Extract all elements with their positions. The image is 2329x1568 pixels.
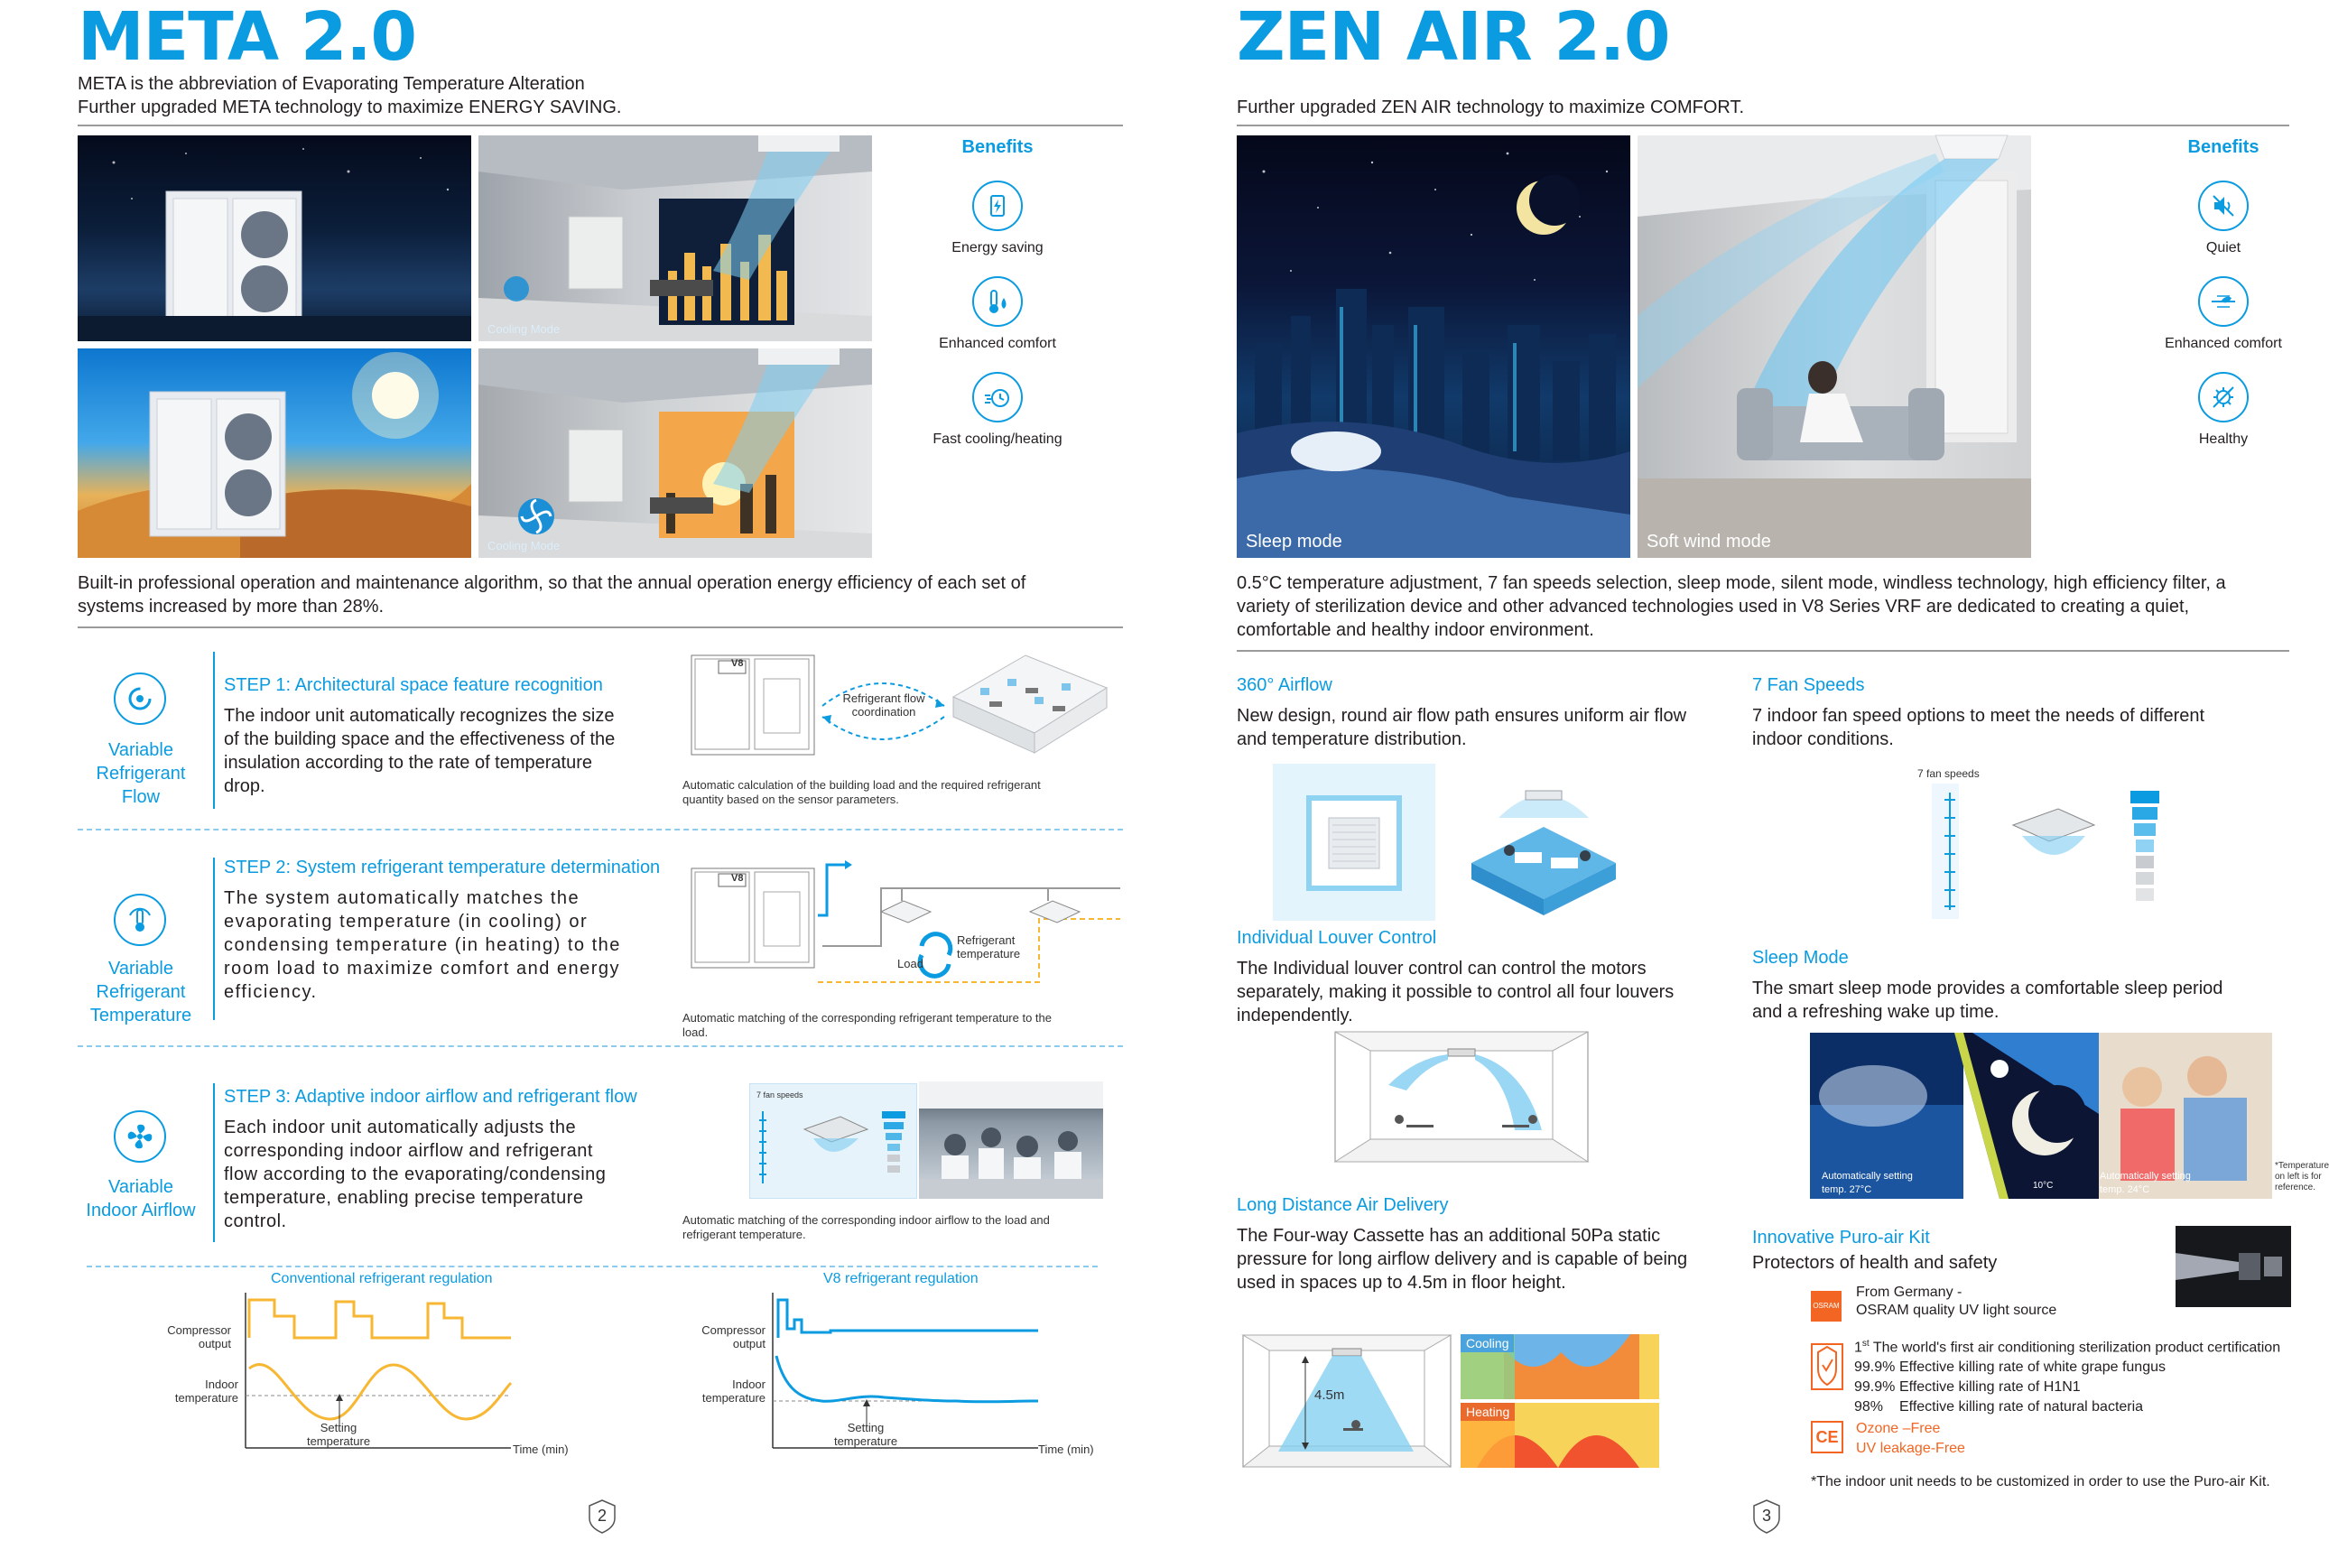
puro-footnote: *The indoor unit needs to be customized in order to use the Puro-air Kit. [1811, 1474, 2270, 1489]
outdoor-unit-illustration [78, 135, 471, 341]
step1-body [224, 704, 615, 798]
text-line: UV leakage-Free [1856, 1441, 1965, 1456]
step2-note [682, 1011, 1052, 1040]
text-line: and a refreshing wake up time. [1752, 1002, 2000, 1022]
step1-title: STEP 1: Architectural space feature recognition [224, 675, 603, 695]
v8-graph-title: V8 refrigerant regulation [823, 1271, 979, 1286]
benefit-label: Energy saving [951, 240, 1044, 255]
office-photo [919, 1081, 1103, 1199]
step3-title: STEP 3: Adaptive indoor airflow and refrigerant flow [224, 1087, 637, 1107]
page-meta [0, 0, 1155, 1568]
text-line: load. [682, 1025, 709, 1039]
v8-graph [767, 1293, 1047, 1464]
text-line: Compressor [167, 1323, 231, 1337]
photo-caption: Cooling Mode [487, 539, 561, 552]
kill-rate-pct: 99.9% [1854, 1379, 1896, 1396]
benefit-fast-cooling-heating [907, 372, 1088, 448]
unit-badge: V8 [731, 658, 744, 669]
load-label: Load [897, 957, 923, 970]
ce-mark-icon: CE [1811, 1421, 1843, 1453]
benefit-quiet [2133, 181, 2314, 256]
sleep-label-right [2100, 1170, 2191, 1197]
divider [1237, 125, 2289, 126]
intertek-cert-icon [1811, 1343, 1843, 1390]
step-divider [213, 858, 215, 1020]
text-line: indoor conditions. [1752, 729, 1894, 749]
text-line: The smart sleep mode provides a comfortable sleep period [1752, 979, 2223, 998]
puro-subtitle: Protectors of health and safety [1752, 1253, 1998, 1273]
kill-rate-text: Effective killing rate of H1N1 [1899, 1379, 2081, 1396]
cert-text: The world's first air conditioning sterilization product certification [1872, 1340, 2281, 1356]
text-line: output [732, 1337, 766, 1350]
fast-timer-icon [972, 372, 1023, 422]
sleep-label-mid: 10°C [2033, 1181, 2054, 1191]
dashed-divider [78, 1045, 1123, 1047]
text-line: Automatic calculation of the building load and the required refrigerant [682, 778, 1041, 792]
feature-sleep-title: Sleep Mode [1752, 948, 1849, 968]
intro-line: Further upgraded META technology to maximize ENERGY SAVING. [78, 97, 622, 117]
divider [78, 626, 1123, 628]
side-label-line: Variable [108, 1177, 173, 1197]
text-line: refrigerant temperature. [682, 1228, 806, 1241]
side-label-line: Refrigerant [96, 982, 186, 1002]
sleep-label-left [1822, 1170, 1913, 1197]
refrigerant-flow-icon [114, 673, 166, 725]
side-label-line: Temperature [89, 1006, 192, 1025]
text-line: temperature [306, 1434, 371, 1448]
step1-diagram-label [834, 691, 933, 719]
fan-speeds-diagram [1932, 784, 2167, 919]
louver-diagram [1334, 1031, 1589, 1163]
soft-wind-mode-photo [1638, 135, 2031, 558]
text-line: Ozone –Free [1856, 1421, 1941, 1436]
text-line: temp. 27°C [1822, 1184, 1872, 1195]
benefit-label: Enhanced comfort [939, 336, 1056, 351]
text-line: coordination [851, 705, 916, 719]
text-line: variety of sterilization device and other advanced technologies used in V8 Series VRF are dedicated to creating a quiet, [1237, 597, 2190, 617]
x-label-time: Time (min) [1038, 1443, 1094, 1456]
text-line: temperature, enabling precise temperature [224, 1188, 584, 1208]
long-distance-diagram [1242, 1334, 1666, 1470]
text-line: New design, round air flow path ensures uniform air flow [1237, 706, 1687, 726]
ozone-free-text [1856, 1419, 1965, 1459]
benefits-title: Benefits [961, 137, 1034, 157]
osram-text [1856, 1284, 2056, 1320]
page-title: ZEN AIR 2.0 [1237, 0, 1670, 76]
text-line: Automatically setting [2100, 1171, 2191, 1182]
side-label-step3 [69, 1175, 213, 1222]
text-line: of the building space and the effectiveness of the [224, 729, 616, 749]
text-line: Built-in professional operation and maintenance algorithm, so that the annual operation energy efficiency of each set of [78, 573, 1026, 593]
feature-360-airflow-title: 360° Airflow [1237, 675, 1332, 695]
kill-rate-row [1854, 1358, 2280, 1378]
mute-speaker-icon [2198, 181, 2249, 231]
photo-caption: Sleep mode [1246, 532, 1342, 552]
text-line: Compressor [701, 1323, 766, 1337]
side-label-line: Variable [108, 740, 173, 760]
setting-temp-label [825, 1421, 906, 1448]
kill-rate-text: Effective killing rate of natural bacteria [1899, 1399, 2144, 1415]
kill-rate-pct: 98% [1854, 1399, 1884, 1415]
cert-number: 1 [1854, 1340, 1862, 1356]
step2-diagram [691, 865, 1125, 991]
algorithm-text [78, 571, 1025, 618]
step-divider [213, 1083, 215, 1242]
conventional-graph [240, 1293, 529, 1464]
refrigerant-temperature-icon [114, 894, 166, 946]
photo-caption: Soft wind mode [1647, 532, 1771, 552]
text-line: flow according to the evaporating/condensing [224, 1164, 607, 1184]
height-label: 4.5m [1314, 1387, 1345, 1403]
text-line: OSRAM quality UV light source [1856, 1303, 2057, 1318]
photo-caption: Cooling Mode [487, 322, 561, 336]
energy-saving-icon [972, 181, 1023, 231]
feature-long-distance-title: Long Distance Air Delivery [1237, 1195, 1449, 1215]
feature-long-distance-body [1237, 1224, 1687, 1294]
text-line: Refrigerant flow [842, 691, 925, 705]
text-line: Automatic matching of the corresponding indoor airflow to the load and [682, 1213, 1050, 1227]
feature-puro-air-title: Innovative Puro-air Kit [1752, 1228, 1930, 1248]
text-line: systems increased by more than 28%. [78, 597, 385, 617]
sleep-mode-illustration [1237, 135, 1630, 558]
kill-rate-text: Effective killing rate of white grape fungus [1899, 1359, 2166, 1376]
outdoor-unit-night-photo [78, 135, 471, 341]
text-line: used in spaces up to 4.5m in floor height. [1237, 1273, 1566, 1293]
text-line: The indoor unit automatically recognizes the size [224, 706, 615, 726]
cert-line [1854, 1334, 2280, 1358]
text-line: output [198, 1337, 231, 1350]
text-line: Setting [847, 1421, 885, 1434]
benefit-enhanced-comfort [907, 276, 1088, 352]
step2-title: STEP 2: System refrigerant temperature determination [224, 858, 661, 877]
leaf-airflow-icon [2198, 276, 2249, 327]
text-line: temperature [833, 1434, 898, 1448]
text-line: on left is for [2275, 1172, 2322, 1182]
page-zen-air [1155, 0, 2329, 1568]
360-airflow-diagram [1273, 764, 1625, 921]
side-label-line: Variable [108, 959, 173, 979]
room-illustration [478, 135, 872, 341]
side-label-step1 [69, 738, 213, 809]
text-line: temp. 24°C [2100, 1184, 2150, 1195]
office-illustration [919, 1081, 1103, 1199]
text-line: Setting [320, 1421, 357, 1434]
side-label-line: Flow [121, 787, 161, 807]
summary-text [1237, 571, 2226, 642]
intro-line: META is the abbreviation of Evaporating Temperature Alteration [78, 74, 585, 94]
feature-fan-speeds-body [1752, 704, 2204, 751]
text-line: Automatic matching of the corresponding refrigerant temperature to the [682, 1011, 1052, 1025]
text-line: efficiency. [224, 982, 318, 1002]
y-label-compressor [159, 1323, 231, 1350]
sleep-mode-photo [1237, 135, 1630, 558]
feature-fan-speeds-title: 7 Fan Speeds [1752, 675, 1865, 695]
text-line: The Four-way Cassette has an additional 50Pa static [1237, 1226, 1661, 1246]
step3-note [682, 1213, 1050, 1242]
text-line: temperature [957, 947, 1021, 960]
osram-badge: OSRAM [1811, 1291, 1842, 1322]
side-label-line: Indoor Airflow [86, 1201, 196, 1220]
soft-wind-illustration [1638, 135, 2031, 558]
benefit-label: Healthy [2198, 431, 2249, 447]
y-label-temperature [159, 1378, 238, 1405]
side-label-line: Refrigerant [96, 764, 186, 784]
step3-body [224, 1116, 606, 1233]
step-divider [213, 652, 215, 809]
text-line: quantity based on the sensor parameters. [682, 793, 899, 806]
text-line: pressure for long airflow delivery and is capable of being [1237, 1249, 1688, 1269]
benefit-label: Enhanced comfort [2165, 336, 2282, 351]
text-line: reference. [2275, 1183, 2316, 1192]
benefit-label: Fast cooling/heating [933, 431, 1062, 447]
x-label-time: Time (min) [513, 1443, 569, 1456]
text-line: 0.5°C temperature adjustment, 7 fan speeds selection, sleep mode, silent mode, windless technology, high efficiency filter, a [1237, 573, 2226, 593]
fan-icon [114, 1110, 166, 1163]
text-line: *Temperature [2275, 1161, 2329, 1171]
intro-text [78, 72, 621, 119]
text-line: Indoor [732, 1378, 766, 1391]
no-virus-icon [2198, 372, 2249, 422]
benefit-healthy [2133, 372, 2314, 448]
text-line: From Germany - [1856, 1285, 1962, 1300]
dashed-divider [78, 829, 1123, 830]
puro-air-kit-photo [2176, 1226, 2291, 1307]
text-line: The system automatically matches the [224, 888, 580, 908]
text-line: comfortable and healthy indoor environment. [1237, 620, 1594, 640]
dashed-divider [87, 1266, 1098, 1267]
text-line: evaporating temperature (in cooling) or [224, 912, 589, 932]
page-number: 3 [1761, 1507, 1771, 1525]
conventional-graph-title: Conventional refrigerant regulation [271, 1271, 493, 1286]
heating-badge: Heating [1461, 1403, 1515, 1421]
kill-rate-row [1854, 1378, 2280, 1397]
text-line: separately, making it possible to control all four louvers [1237, 982, 1675, 1002]
text-line: Refrigerant [957, 933, 1016, 947]
divider [1237, 650, 2289, 652]
benefit-energy-saving [907, 181, 1088, 256]
fan-speed-label: 7 fan speeds [756, 1090, 803, 1099]
kill-rate-pct: 99.9% [1854, 1359, 1896, 1376]
text-line: insulation according to the rate of temperature [224, 753, 593, 773]
step2-diagram-label [957, 933, 1020, 960]
text-line: drop. [224, 776, 265, 796]
benefit-enhanced-comfort [2133, 276, 2314, 352]
benefit-label: Quiet [2205, 240, 2241, 255]
sleep-footnote [2275, 1161, 2329, 1193]
intro-text: Further upgraded ZEN AIR technology to maximize COMFORT. [1237, 97, 1745, 117]
benefits-title: Benefits [2187, 137, 2259, 157]
text-line: The Individual louver control can control the motors [1237, 959, 1647, 979]
text-line: temperature [701, 1391, 766, 1405]
y-label-temperature [686, 1378, 766, 1405]
text-line: control. [224, 1211, 287, 1231]
y-label-compressor [686, 1323, 766, 1350]
feature-louver-body [1237, 957, 1674, 1027]
cooling-room-night-photo [478, 135, 872, 341]
step1-note [682, 778, 1041, 807]
page-title: META 2.0 [78, 0, 417, 76]
text-line: 7 indoor fan speed options to meet the needs of different [1752, 706, 2205, 726]
text-line: independently. [1237, 1006, 1353, 1025]
text-line: Automatically setting [1822, 1171, 1913, 1182]
step2-body [224, 886, 621, 1004]
text-line: and temperature distribution. [1237, 729, 1467, 749]
page-number: 2 [597, 1507, 607, 1525]
text-line: Each indoor unit automatically adjusts the [224, 1118, 577, 1137]
text-line: Indoor [205, 1378, 238, 1391]
feature-360-airflow-body [1237, 704, 1686, 751]
text-line: corresponding indoor airflow and refrigerant [224, 1141, 593, 1161]
setting-temp-label [298, 1421, 379, 1448]
puro-air-illustration [2176, 1226, 2291, 1307]
kill-rate-row [1854, 1397, 2280, 1417]
divider [78, 125, 1123, 126]
unit-badge: V8 [731, 873, 744, 884]
desert-illustration [78, 348, 471, 558]
fan-speeds-label: 7 fan speeds [1917, 767, 1980, 780]
text-line: temperature [174, 1391, 238, 1405]
feature-louver-title: Individual Louver Control [1237, 928, 1437, 948]
room-illustration [478, 348, 872, 558]
side-label-step2 [69, 957, 213, 1027]
cooling-badge: Cooling [1461, 1334, 1514, 1352]
outdoor-unit-desert-photo [78, 348, 471, 558]
cert-superscript: st [1861, 1339, 1870, 1349]
text-line: room load to maximize comfort and energy [224, 959, 621, 979]
text-line: condensing temperature (in heating) to the [224, 935, 621, 955]
certification-list [1854, 1334, 2280, 1417]
feature-sleep-body [1752, 977, 2222, 1024]
cooling-room-sunset-photo [478, 348, 872, 558]
thermometer-drop-icon [972, 276, 1023, 327]
